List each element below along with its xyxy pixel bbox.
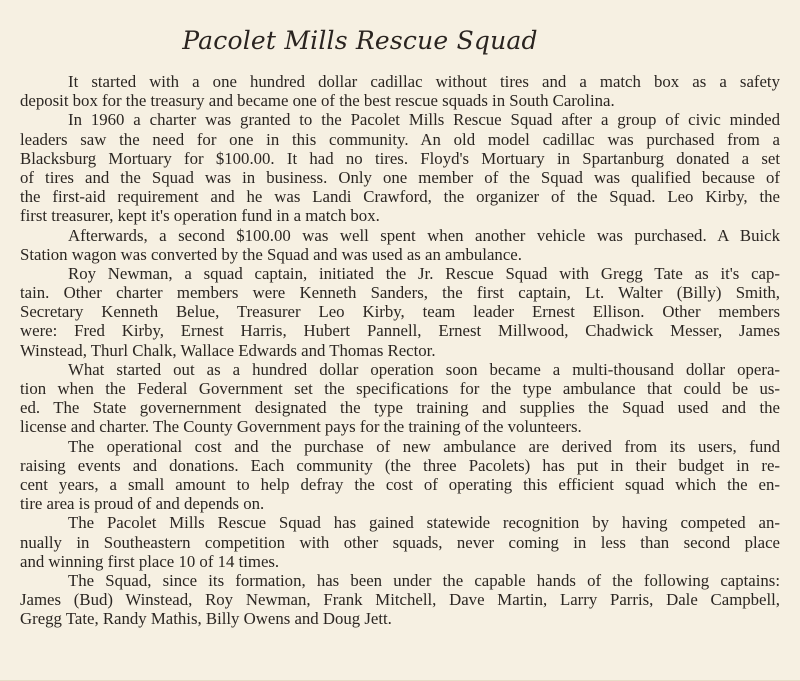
text-line: tain. Other charter members were Kenneth Sanders, the first captain, Lt. Walter (Billy) Smith, xyxy=(20,283,780,303)
text-line: the first-aid requirement and he was Landi Crawford, the organizer of the Squad. Leo Kirby, the xyxy=(20,187,780,207)
text-line: James (Bud) Winstead, Roy Newman, Frank Mitchell, Dave Martin, Larry Parris, Dale Campbell, xyxy=(20,590,780,610)
text-line: of tires and the Squad was in business. Only one member of the Squad was qualified because of xyxy=(20,167,780,187)
text-line: Secretary Kenneth Belue, Treasurer Leo Kirby, team leader Ernest Ellison. Other members xyxy=(20,302,780,322)
text-line: Blacksburg Mortuary for $100.00. It had no tires. Floyd's Mortuary in Spartanburg donated a set xyxy=(20,148,780,168)
text-line: ed. The State governernment designated the type training and supplies the Squad used and the xyxy=(20,398,780,418)
text-line: Afterwards, a second $100.00 was well spent when another vehicle was purchased. A Buick xyxy=(68,225,780,245)
text-line: In 1960 a charter was granted to the Pacolet Mills Rescue Squad after a group of civic minded xyxy=(68,110,780,130)
text-line: tire area is proud of and depends on. xyxy=(20,494,265,514)
text-line: license and charter. The County Government pays for the training of the volunteers. xyxy=(20,417,582,437)
text-line: What started out as a hundred dollar operation soon became a multi-thousand dollar opera- xyxy=(68,359,780,379)
text-line: Gregg Tate, Randy Mathis, Billy Owens and Doug Jett. xyxy=(20,609,392,629)
text-line: Winstead, Thurl Chalk, Wallace Edwards and Thomas Rector. xyxy=(20,340,436,360)
page-title: Pacolet Mills Rescue Squad xyxy=(182,26,538,55)
text-line: deposit box for the treasury and became one of the best rescue squads in South Carolina. xyxy=(20,91,615,111)
text-line: were: Fred Kirby, Ernest Harris, Hubert Pannell, Ernest Millwood, Chadwick Messer, James xyxy=(20,321,780,341)
text-line: Station wagon was converted by the Squad and was used as an ambulance. xyxy=(20,244,522,264)
text-line: tion when the Federal Government set the specifications for the type ambulance that could be us- xyxy=(20,379,780,398)
text-line: The Pacolet Mills Rescue Squad has gained statewide recognition by having competed an- xyxy=(68,513,780,533)
text-line: cent years, a small amount to help defray the cost of operating this efficient squad which the en- xyxy=(20,474,780,494)
text-line: raising events and donations. Each community (the three Pacolets) has put in their budget in re- xyxy=(20,455,780,475)
text-line: Roy Newman, a squad captain, initiated the Jr. Rescue Squad with Gregg Tate as it's cap- xyxy=(68,263,780,283)
article-body xyxy=(20,72,780,628)
text-line: first treasurer, kept it's operation fund in a match box. xyxy=(20,206,380,226)
text-line: It started with a one hundred dollar cadillac without tires and a match box as a safety xyxy=(68,72,780,91)
text-line: The Squad, since its formation, has been under the capable hands of the following captains: xyxy=(68,570,780,590)
text-line: leaders saw the need for one in this community. An old model cadillac was purchased from a xyxy=(20,129,780,149)
text-line: nually in Southeastern competition with other squads, never coming in less than second place xyxy=(20,532,780,552)
text-line: and winning first place 10 of 14 times. xyxy=(20,551,280,571)
text-line: The operational cost and the purchase of new ambulance are derived from its users, fund xyxy=(68,436,780,456)
